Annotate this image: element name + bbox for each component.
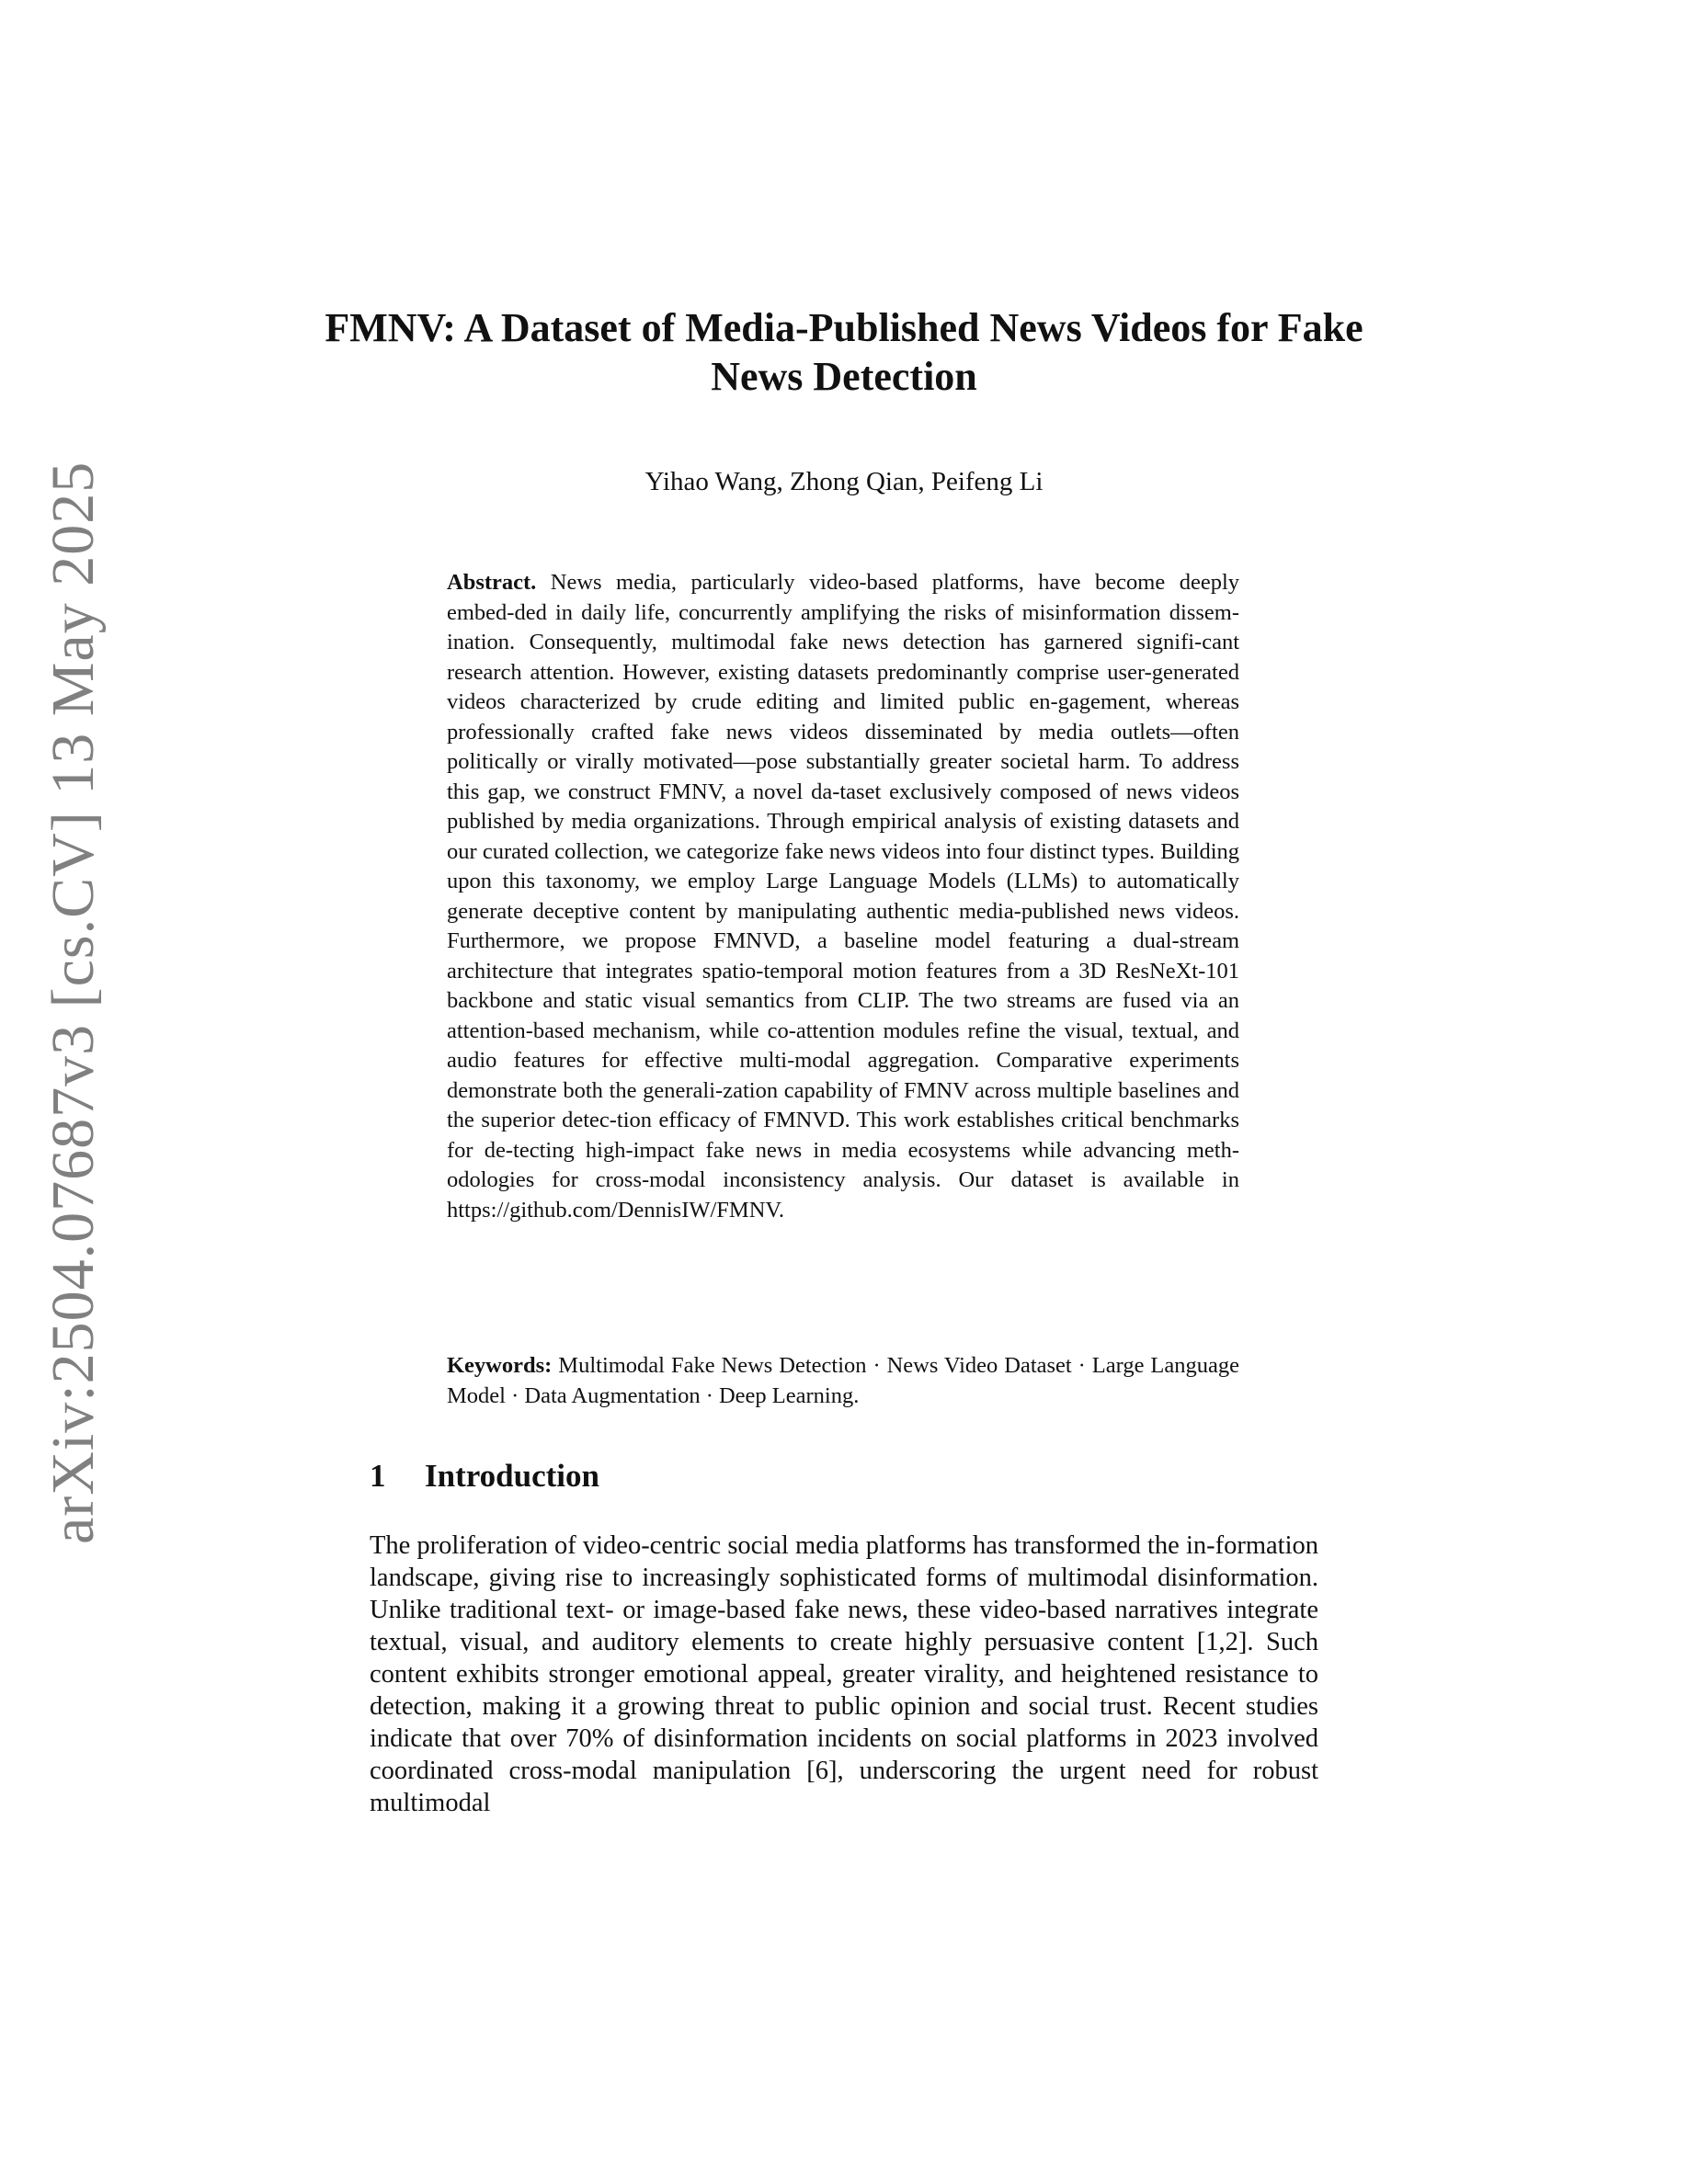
section-number: 1	[370, 1458, 386, 1494]
abstract-label: Abstract.	[447, 570, 537, 595]
introduction-body	[370, 1530, 1318, 1819]
keywords-block	[447, 1351, 1239, 1411]
paper-title: FMNV: A Dataset of Media-Published News Videos for Fake News Detection	[325, 305, 1363, 399]
keywords-text: Multimodal Fake News Detection · News Video Dataset · Large Language Model · Data Augmentation · Deep Learning.	[447, 1353, 1240, 1408]
author-list: Yihao Wang, Zhong Qian, Peifeng Li	[644, 467, 1044, 496]
section-heading-introduction	[370, 1457, 599, 1496]
introduction-paragraph: The proliferation of video-centric social media platforms has transformed the in-formation landscape, giving rise to increasingly sophisticated forms of multimodal disinformation. Unlike traditional text- or image-based fake news, these video-based narratives integrate textual, visual, and auditory elements to create highly persuasive content [1,2]. Such content exhibits stronger emotional appeal, greater virality, and heightened resistance to detection, making it a growing threat to public opinion and social trust. Recent studies indicate that over 70% of disinformation incidents on social platforms in 2023 involved coordinated cross-modal manipulation [6], underscoring the urgent need for robust multimodal	[370, 1531, 1318, 1817]
abstract-text: News media, particularly video-based platforms, have become deeply embed-ded in daily life, concurrently amplifying the risks of misinformation dissem-ination. Consequently, multimodal fake news detection has garnered signifi-cant research attention. However, existing datasets predominantly comprise user-generated videos characterized by crude editing and limited public en-gagement, whereas professionally crafted fake news videos disseminated by media outlets—often politically or virally motivated—pose substantially greater societal harm. To address this gap, we construct FMNV, a novel da-taset exclusively composed of news videos published by media organizations. Through empirical analysis of existing datasets and our curated collection, we categorize fake news videos into four distinct types. Building upon this taxonomy, we employ Large Language Models (LLMs) to automatically generate deceptive content by manipulating authentic media-published news videos. Furthermore, we propose FMNVD, a baseline model featuring a dual-stream architecture that integrates spatio-temporal motion features from a 3D ResNeXt-101 backbone and static visual semantics from CLIP. The two streams are fused via an attention-based mechanism, while co-attention modules refine the visual, textual, and audio features for effective multi-modal aggregation. Comparative experiments demonstrate both the generali-zation capability of FMNV across multiple baselines and the superior detec-tion efficacy of FMNVD. This work establishes critical benchmarks for de-tecting high-impact fake news in media ecosystems while advancing meth-odologies for cross-modal inconsistency analysis. Our dataset is available in https://github.com/DennisIW/FMNV.	[447, 570, 1239, 1223]
section-title: Introduction	[425, 1458, 599, 1494]
keywords-label: Keywords:	[447, 1353, 553, 1378]
abstract-block	[447, 568, 1239, 1225]
arxiv-identifier-stamp: arXiv:2504.07687v3 [cs.CV] 13 May 2025	[40, 461, 107, 1544]
